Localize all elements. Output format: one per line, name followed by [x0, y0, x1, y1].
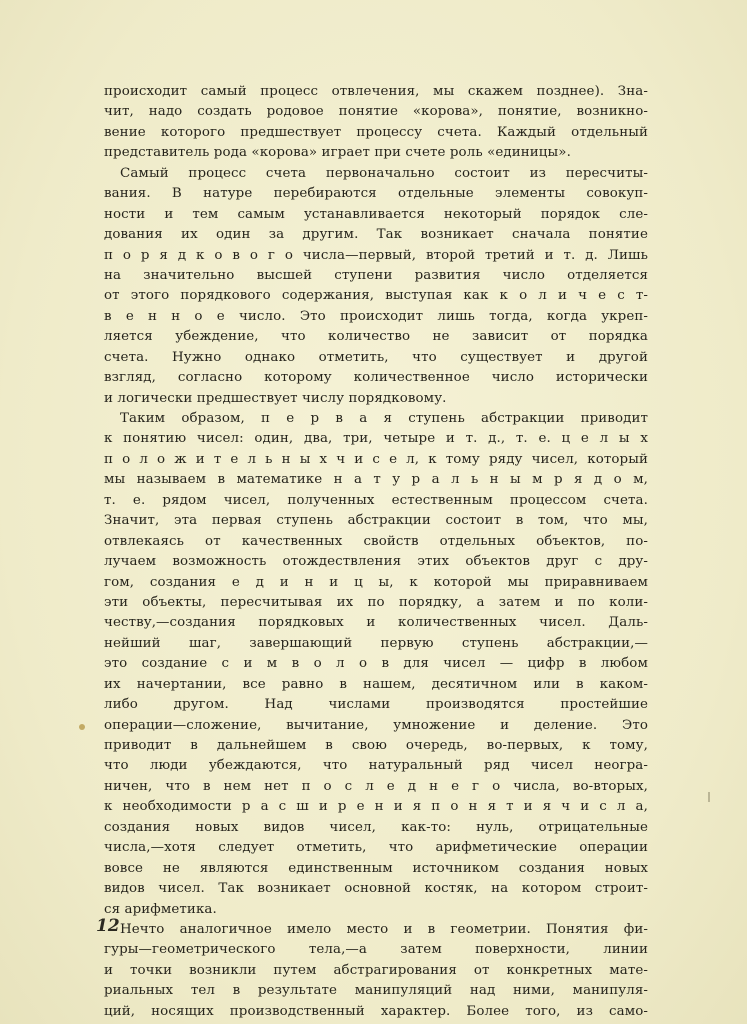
text-line: приводит в дальнейшем в свою очередь, во-первых, к тому, [104, 738, 648, 753]
text-line: происходит самый процесс отвлечения, мы скажем позднее). Зна- [104, 84, 648, 99]
text-line: это создание с и м в о л о в для чисел — цифр в любом [104, 656, 648, 672]
text-line: ничен, что в нем нет п о с л е д н е г о числа, во-вторых, [104, 778, 648, 794]
text-line: видов чисел. Так возникает основной костяк, на котором строит- [104, 881, 648, 897]
text-line: ности и тем самым устанавливается некоторый порядок сле- [104, 206, 648, 222]
text-line: вания. В натуре перебираются отдельные элементы совокуп- [104, 186, 648, 202]
text-line: гуры—геометрического тела,—а затем поверхности, линии [104, 942, 648, 958]
text-line: ляется убеждение, что количество не зависит от порядка [104, 329, 648, 345]
text-line: отвлекаясь от качественных свойств отдельных объектов, по- [104, 533, 648, 549]
text-line: нейший шаг, завершающий первую ступень абстракции,— [104, 635, 648, 651]
text-line: ся арифметика. [104, 901, 217, 917]
text-line: что люди убеждаются, что натуральный ряд чисел неогра- [104, 758, 648, 774]
text-line: и точки возникли путем абстрагирования от конкретных мате- [104, 962, 648, 978]
text-line: и логически предшествует числу порядковому. [104, 390, 447, 406]
text-line: либо другом. Над числами производятся простейшие [104, 697, 648, 713]
text-line: их начертании, все равно в нашем, десятичном или в каком- [104, 676, 648, 692]
text-line: мы называем в математике н а т у р а л ь н ы м р я д о м, [104, 472, 648, 488]
text-line: счета. Нужно однако отметить, что существует и другой [104, 349, 648, 365]
body-text [104, 82, 648, 1022]
text-line: вовсе не являются единственным источником создания новых [104, 860, 648, 876]
text-line: на значительно высшей ступени развития число отделяется [104, 267, 648, 283]
text-line: риальных тел в результате манипуляций над ними, манипуля- [104, 983, 648, 999]
text-line: взгляд, согласно которому количественное число исторически [104, 370, 648, 386]
text-line: вение которого предшествует процессу счета. Каждый отдельный [104, 124, 648, 140]
text-line: к необходимости р а с ш и р е н и я п о н я т и я ч и с л а, [104, 799, 648, 815]
text-line: в е н н о е число. Это происходит лишь тогда, когда укреп- [104, 308, 648, 324]
text-line: дования их один за другим. Так возникает сначала понятие [104, 227, 648, 243]
text-line: Таким образом, п е р в а я ступень абстракции приводит [120, 411, 648, 426]
text-line: представитель рода «корова» играет при счете роль «единицы». [104, 145, 571, 161]
text-line: к понятию чисел: один, два, три, четыре и т. д., т. е. ц е л ы х [104, 431, 648, 447]
text-line: создания новых видов чисел, как-то: нуль, отрицательные [104, 819, 648, 835]
text-line: от этого порядкового содержания, выступая как к о л и ч е с т- [104, 288, 648, 304]
text-line: гом, создания е д и н и ц ы, к которой мы приравниваем [104, 574, 648, 590]
text-line: Нечто аналогичное имело место и в геометрии. Понятия фи- [120, 921, 648, 937]
text-line: операции—сложение, вычитание, умножение и деление. Это [104, 717, 648, 733]
text-line: п о р я д к о в о г о числа—первый, второй третий и т. д. Лишь [104, 247, 648, 263]
ink-blot [79, 724, 85, 730]
margin-mark [708, 792, 710, 802]
text-line: Значит, эта первая ступень абстракции состоит в том, что мы, [104, 513, 648, 529]
text-line: п о л о ж и т е л ь н ы х ч и с е л, к тому ряду чисел, который [104, 451, 648, 467]
text-line: числа,—хотя следует отметить, что арифметические операции [104, 840, 648, 856]
text-line: честву,—создания порядковых и количественных чисел. Даль- [104, 615, 648, 631]
text-line: т. е. рядом чисел, полученных естественным процессом счета. [104, 492, 648, 508]
page-number: 12 [96, 916, 120, 936]
text-line: Самый процесс счета первоначально состоит из пересчиты- [120, 165, 648, 181]
text-line: чит, надо создать родовое понятие «корова», понятие, возникно- [104, 104, 648, 120]
text-line: ций, носящих производственный характер. Более того, из само- [104, 1003, 648, 1019]
text-line: лучаем возможность отождествления этих объектов друг с дру- [104, 554, 648, 570]
text-line: эти объекты, пересчитывая их по порядку, а затем и по коли- [104, 594, 648, 610]
